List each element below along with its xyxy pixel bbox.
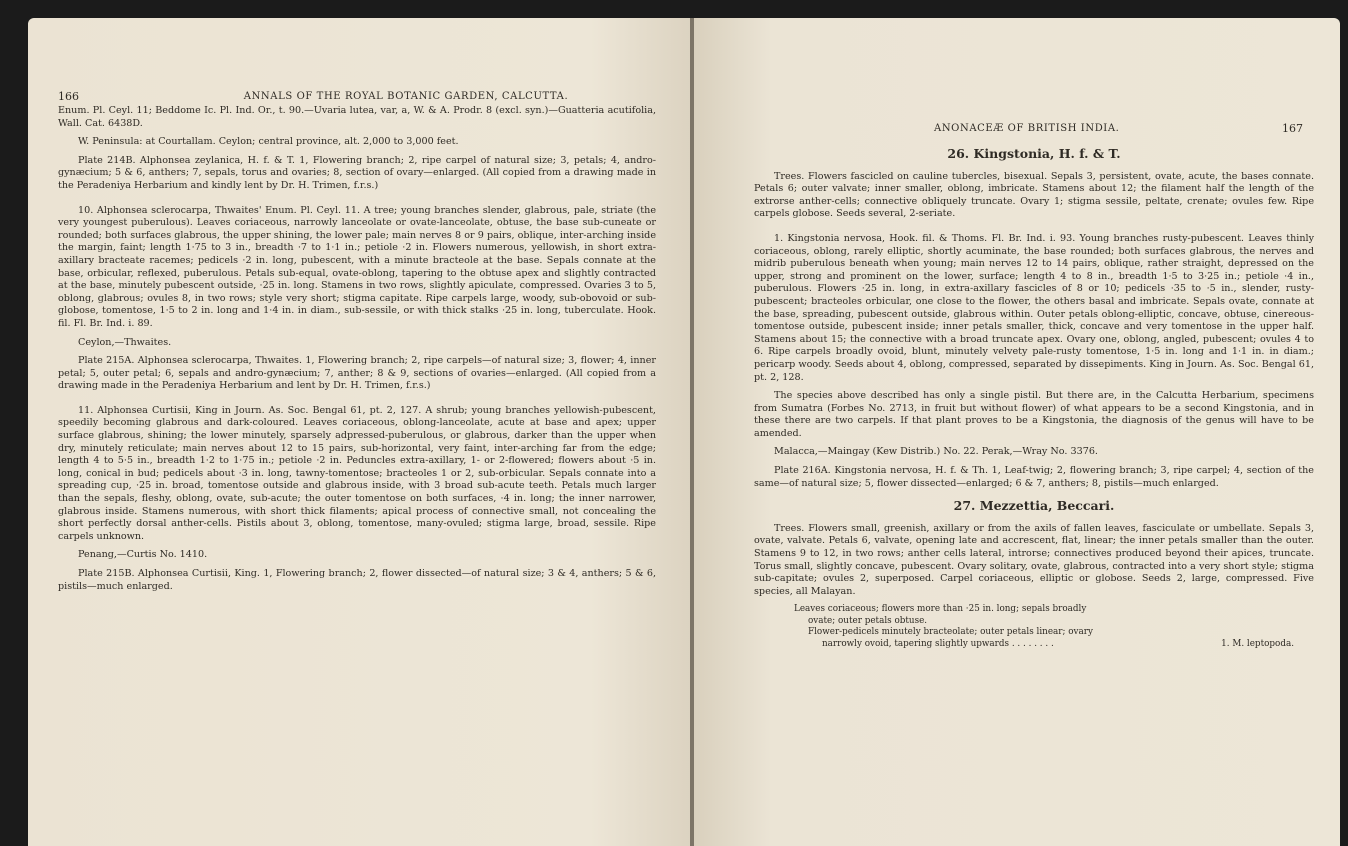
locality: Ceylon,—Thwaites. — [78, 336, 172, 348]
genus-heading-kingstonia: 26. Kingstonia, H. f. & T. — [947, 146, 1121, 161]
paragraph: The species above described has only a single pistil. But there are, in the Calcutta Herbarium, specimens from Sumatra (Forbes No. 2713, in fruit but without flower) of what appears to be a second Kingstonia, and in these there are two carpels. If that plant proves to be a Kingstonia, the diagnosis of the genus will have to be amended. — [754, 390, 1314, 439]
species-description: 10. Alphonsea sclerocarpa, Thwaites' Enum. Pl. Ceyl. 11. A tree; young branches slender, glabrous, pale, striate (the very youngest puberulous). Leaves coriaceous, narrowly lanceolate or ovate-lanceolate, obtuse, the base sub-cuneate or rounded; both surfaces glabrous, the upper shining, the lower pale; main nerves 8 or 9 pairs, oblique, inter-arching inside the margin, faint; length 1·75 to 3 in., breadth ·7 to 1·1 in.; petiole ·2 in. Flowers numerous, yellowish, in short extra-axillary bracteate racemes; pedicels ·2 in. long, pubescent, with a minute bracteole at the base. Sepals connate at the base, orbicular, reflexed, puberulous. Petals sub-equal, ovate-oblong, tapering to the obtuse apex and slightly contracted at the base, minutely pubescent outside, ·25 in. long. Stamens in two rows, slightly apiculate, compressed. Ovaries 3 to 5, oblong, glabrous; ovules 8, in two rows; style very short; stigma capitate. Ripe carpels large, woody, sub-obovoid or sub-globose, tomentose, 1·5 to 2 in. long and 1·4 in. in diam., sub-sessile, or with thick stalks ·25 in. long, tuberculate. Hook. fil. Fl. Br. Ind. i. 89. — [58, 204, 656, 329]
left-page — [28, 18, 690, 846]
plate-caption: Plate 215A. Alphonsea sclerocarpa, Thwaites. 1, Flowering branch; 2, ripe carpels—of natural size; 3, flower; 4, inner petal; 5, outer petal; 6, sepals and andro-gynæcium; 7, anther; 8 & 9, sections of ovaries—enlarged. (All copied from a drawing made in the Peradeniya Herbarium and lent by Dr. H. Trimen, f.r.s.) — [58, 355, 656, 392]
key-line: ovate; outer petals obtuse. — [808, 615, 928, 626]
key-line: Flower-pedicels minutely bracteolate; outer petals linear; ovary — [808, 627, 1093, 638]
plate-caption: Plate 216A. Kingstonia nervosa, H. f. & Th. 1, Leaf-twig; 2, flowering branch; 3, ripe carpel; 4, section of the same—of natural size; 5, flower dissected—enlarged; 6 & 7, anthers; 8, pistils—much enlarged. — [754, 465, 1314, 489]
left-running-head: ANNALS OF THE ROYAL BOTANIC GARDEN, CALCUTTA. — [243, 91, 569, 102]
plate-caption: Plate 214B. Alphonsea zeylanica, H. f. & T. 1, Flowering branch; 2, ripe carpel of natural size; 3, petals; 4, andro-gynæcium; 5 & 6, anthers; 7, sepals, torus and ovaries; 8, section of ovary—enlarged. (All copied from a drawing made in the Peradeniya Herbarium and kindly lent by Dr. H. Trimen, f.r.s.) — [58, 154, 656, 191]
genus-description: Trees. Flowers fascicled on cauline tubercles, bisexual. Sepals 3, persistent, ovate, acute, the bases connate. Petals 6; outer valvate; inner smaller, oblong, imbricate. Stamens about 12; the filament half the length of the extrorse anther-cells; connective obliquely truncate. Ovary 1; stigma sessile, peltate, crenate; ovules few. Ripe carpels globose. Seeds several, 2-seriate. — [754, 170, 1314, 220]
key-line-final — [794, 639, 1294, 651]
species-description: 11. Alphonsea Curtisii, King in Journ. As. Soc. Bengal 61, pt. 2, 127. A shrub; young branches yellowish-pubescent, speedily becoming glabrous and dark-coloured. Leaves coriaceous, oblong-lanceolate, acute at base and apex; upper surface glabrous, shining; the lower minutely, sparsely adpressed-puberulous, or glabrous, darker than the upper when dry, minutely reticulate; main nerves about 12 to 15 pairs, sub-horizontal, very faint, inter-arching far from the edge; length 4 to 5·5 in., breadth 1·2 to 1·75 in.; petiole ·2 in. Peduncles extra-axillary, 1- or 2-flowered; flowers about ·5 in. long, conical in bud; pedicels about ·3 in. long, tawny-tomentose; bracteoles 1 or 2, sub-orbicular. Sepals connate into a spreading cup, ·25 in. broad, tomentose outside and glabrous inside, with 3 broad sub-acute teeth. Petals much larger than the sepals, fleshy, oblong, ovate, sub-acute; the outer tomentose on both surfaces, ·4 in. long; the inner narrower, glabrous inside. Stamens numerous, with short thick filaments; apical process of connective small, not concealing the short perfectly dorsal anther-cells. Pistils about 3, oblong, tomentose, many-ovuled; stigma large, broad, sessile. Ripe carpels unknown. — [58, 404, 656, 542]
left-page-number: 166 — [58, 90, 79, 103]
locality: Malacca,—Maingay (Kew Distrib.) No. 22. Perak,—Wray No. 3376. — [774, 446, 1098, 458]
genus-heading-mezzettia: 27. Mezzettia, Beccari. — [953, 498, 1115, 514]
key-line: narrowly ovoid, tapering slightly upwards . . . . . . . . — [822, 638, 1054, 649]
key-species: 1. M. leptopoda. — [1221, 638, 1294, 649]
species-key — [794, 604, 1294, 650]
species-description: 1. Kingstonia nervosa, Hook. fil. & Thoms. Fl. Br. Ind. i. 93. Young branches rusty-pubescent. Leaves thinly coriaceous, oblong, rarely elliptic, shortly acuminate, the base rounded; both surfaces glabrous, the nerves and midrib puberulous beneath when young; main nerves 12 to 14 pairs, oblique, rather straight, depressed on the upper, strong and prominent on the lower, surface; length 4 to 8 in., breadth 1·5 to 3·25 in.; petiole ·4 in., puberulous. Flowers ·25 in. long, in extra-axillary fascicles of 8 or 10; pedicels ·35 to ·5 in., slender, rusty-pubescent; bracteoles orbicular, one close to the flower, the others basal and imbricate. Sepals ovate, connate at the base, spreading, pubescent outside, glabrous within. Outer petals oblong-elliptic, concave, obtuse, cinereous-tomentose outside, pubescent inside; inner petals smaller, thick, concave and very tomentose in the upper half. Stamens about 15; the connective with a broad truncate apex. Ovary one, oblong, angled, pubescent; ovules 4 to 6. Ripe carpels broadly ovoid, blunt, minutely velvety pale-rusty tomentose, 1·5 in. long and 1·1 in. in diam.; pericarp woody. Seeds about 4, oblong, compressed, separated by dissepiments. King in Journ. As. Soc. Bengal 61, pt. 2, 128. — [754, 232, 1314, 383]
left-page-body — [58, 105, 656, 599]
right-running-head: ANONACEÆ OF BRITISH INDIA. — [934, 123, 1120, 134]
paragraph: Enum. Pl. Ceyl. 11; Beddome Ic. Pl. Ind. Or., t. 90.—Uvaria lutea, var, a, W. & A. Prodr. 8 (excl. syn.)—Guatteria acutifolia, Wall. Cat. 6438D. — [58, 105, 656, 129]
right-page — [694, 18, 1340, 846]
locality: Penang,—Curtis No. 1410. — [78, 549, 208, 561]
right-page-body — [754, 138, 1314, 650]
right-page-number: 167 — [1282, 122, 1303, 135]
genus-description: Trees. Flowers small, greenish, axillary or from the axils of fallen leaves, fasciculate or umbellate. Sepals 3, ovate, valvate. Petals 6, valvate, opening late and accrescent, flat, linear; the inner petals smaller than the outer. Stamens 9 to 12, in two rows; anther cells lateral, introrse; connectives produced beyond their apices, truncate. Torus small, slightly concave, pubescent. Ovary solitary, ovate, glabrous, contracted into a very short style; stigma sub-capitate; ovules 2, superposed. Carpel coriaceous, elliptic or globose. Seeds 2, large, compressed. Five species, all Malayan. — [754, 522, 1314, 597]
key-line: Leaves coriaceous; flowers more than ·25 in. long; sepals broadly — [794, 604, 1087, 615]
paragraph: W. Peninsula: at Courtallam. Ceylon; central province, alt. 2,000 to 3,000 feet. — [78, 136, 459, 148]
plate-caption: Plate 215B. Alphonsea Curtisii, King. 1, Flowering branch; 2, flower dissected—of natural size; 3 & 4, anthers; 5 & 6, pistils—much enlarged. — [58, 568, 656, 592]
